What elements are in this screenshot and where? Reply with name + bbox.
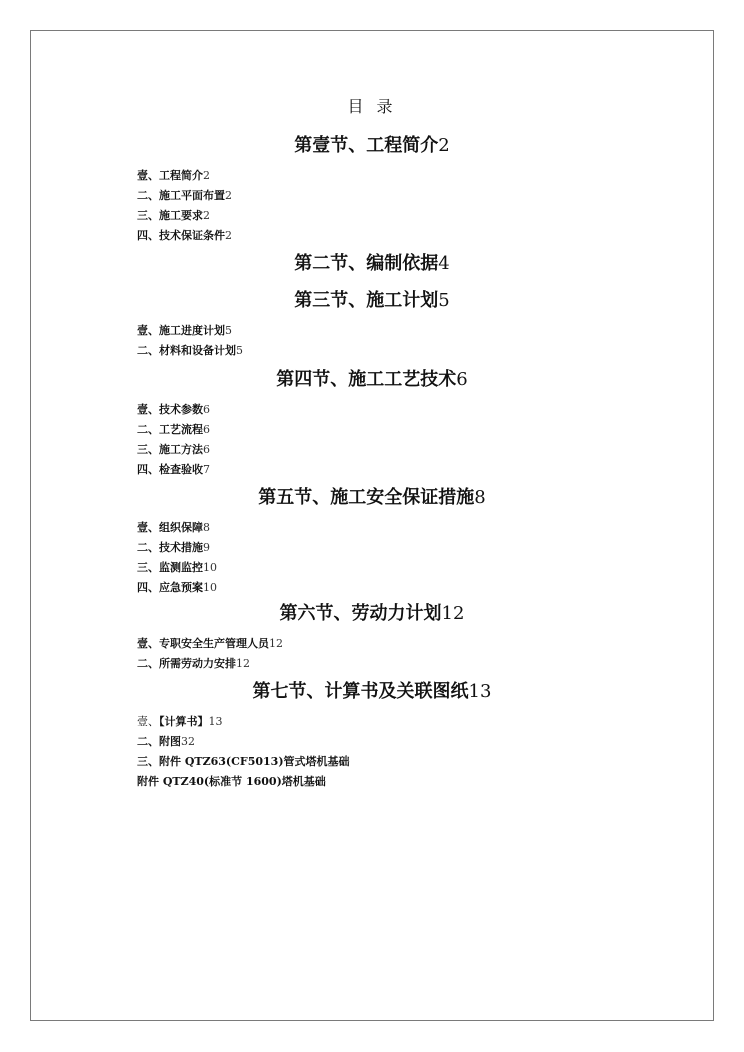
toc-item-label: 二、附图 [137, 735, 181, 748]
subsection-list [0, 634, 744, 674]
toc-section-5 [0, 484, 744, 598]
section-heading-text: 第六节、劳动力计划 [279, 603, 442, 624]
section-heading-text: 第五节、施工安全保证措施 [258, 487, 475, 508]
section-page-number: 12 [441, 603, 465, 624]
section-page-number: 5 [438, 290, 450, 311]
toc-item-label: 附件 QTZ40(标准节 1600)塔机基础 [137, 775, 326, 788]
subsection-list [0, 400, 744, 480]
toc-item-page: 6 [203, 423, 210, 436]
toc-item[interactable] [137, 206, 744, 226]
toc-item[interactable] [137, 460, 744, 480]
toc-item-page: 5 [236, 344, 243, 357]
toc-item-page: 12 [236, 657, 250, 670]
section-heading[interactable] [0, 132, 744, 160]
toc-item[interactable] [137, 321, 744, 341]
section-page-number: 2 [438, 135, 450, 156]
toc-item[interactable] [137, 772, 744, 792]
section-page-number: 4 [438, 253, 450, 274]
toc-item-label: 壹、施工进度计划 [137, 324, 225, 337]
toc-item-label: 四、应急预案 [137, 581, 203, 594]
toc-item[interactable] [137, 634, 744, 654]
subsection-list [0, 166, 744, 246]
toc-section-1 [0, 132, 744, 246]
toc-item-page: 2 [203, 169, 210, 182]
section-heading-text: 第三节、施工计划 [294, 290, 439, 311]
toc-section-7 [0, 678, 744, 792]
section-heading[interactable] [0, 600, 744, 628]
toc-section-6 [0, 600, 744, 674]
toc-item[interactable] [137, 166, 744, 186]
section-page-number: 13 [468, 681, 492, 702]
toc-item[interactable] [137, 440, 744, 460]
toc-item-lead: 壹、 [137, 715, 159, 728]
section-heading[interactable] [0, 366, 744, 394]
toc-section-2 [0, 250, 744, 278]
toc-item-label: 四、技术保证条件 [137, 229, 225, 242]
section-heading-text: 第壹节、工程简介 [294, 135, 439, 156]
section-heading-text: 第二节、编制依据 [294, 253, 439, 274]
section-page-number: 8 [474, 487, 486, 508]
toc-item-label: 二、材料和设备计划 [137, 344, 236, 357]
section-heading-text: 第四节、施工工艺技术 [276, 369, 457, 390]
toc-item-label: 三、施工方法 [137, 443, 203, 456]
toc-item-page: 12 [269, 637, 283, 650]
toc-item-label: 三、施工要求 [137, 209, 203, 222]
toc-item[interactable] [137, 712, 744, 732]
subsection-list [0, 712, 744, 792]
toc-item[interactable] [137, 341, 744, 361]
toc-item[interactable] [137, 558, 744, 578]
toc-item[interactable] [137, 732, 744, 752]
toc-item-page: 10 [203, 581, 217, 594]
subsection-list [0, 518, 744, 598]
section-page-number: 6 [456, 369, 468, 390]
toc-item[interactable] [137, 518, 744, 538]
toc-item-label: 壹、专职安全生产管理人员 [137, 637, 269, 650]
toc-item[interactable] [137, 226, 744, 246]
toc-item-label: 壹、技术参数 [137, 403, 203, 416]
toc-item-label: 二、所需劳动力安排 [137, 657, 236, 670]
toc-item-page: 8 [203, 521, 210, 534]
toc-item-page: 13 [208, 715, 223, 728]
toc-title: 目 录 [347, 97, 397, 116]
toc-item-label: 四、检查验收 [137, 463, 203, 476]
toc-section-3 [0, 287, 744, 361]
toc-item-page: 5 [225, 324, 232, 337]
toc-item[interactable] [137, 420, 744, 440]
section-heading[interactable] [0, 250, 744, 278]
toc-item-label: 二、工艺流程 [137, 423, 203, 436]
toc-item-page: 6 [203, 403, 210, 416]
toc-item-page: 7 [203, 463, 210, 476]
toc-item-label: 二、技术措施 [137, 541, 203, 554]
toc-item-label: 【计算书】 [159, 715, 209, 728]
toc-item[interactable] [137, 578, 744, 598]
toc-item-page: 2 [225, 189, 232, 202]
toc-section-4 [0, 366, 744, 480]
toc-item-label: 三、附件 QTZ63(CF5013)管式塔机基础 [137, 755, 350, 768]
toc-item-page: 2 [203, 209, 210, 222]
subsection-list [0, 321, 744, 361]
toc-item[interactable] [137, 538, 744, 558]
toc-item-page: 2 [225, 229, 232, 242]
toc-item-label: 壹、工程简介 [137, 169, 203, 182]
toc-item[interactable] [137, 752, 744, 772]
toc-item-label: 壹、组织保障 [137, 521, 203, 534]
section-heading-text: 第七节、计算书及关联图纸 [252, 681, 469, 702]
toc-item[interactable] [137, 654, 744, 674]
toc-item-label: 二、施工平面布置 [137, 189, 225, 202]
toc-item-page: 10 [203, 561, 217, 574]
toc-item-page: 32 [181, 735, 195, 748]
section-heading[interactable] [0, 287, 744, 315]
section-heading[interactable] [0, 484, 744, 512]
toc-item[interactable] [137, 400, 744, 420]
toc-item-page: 6 [203, 443, 210, 456]
section-heading[interactable] [0, 678, 744, 706]
toc-item-label: 三、监测监控 [137, 561, 203, 574]
toc-item-page: 9 [203, 541, 210, 554]
toc-item[interactable] [137, 186, 744, 206]
